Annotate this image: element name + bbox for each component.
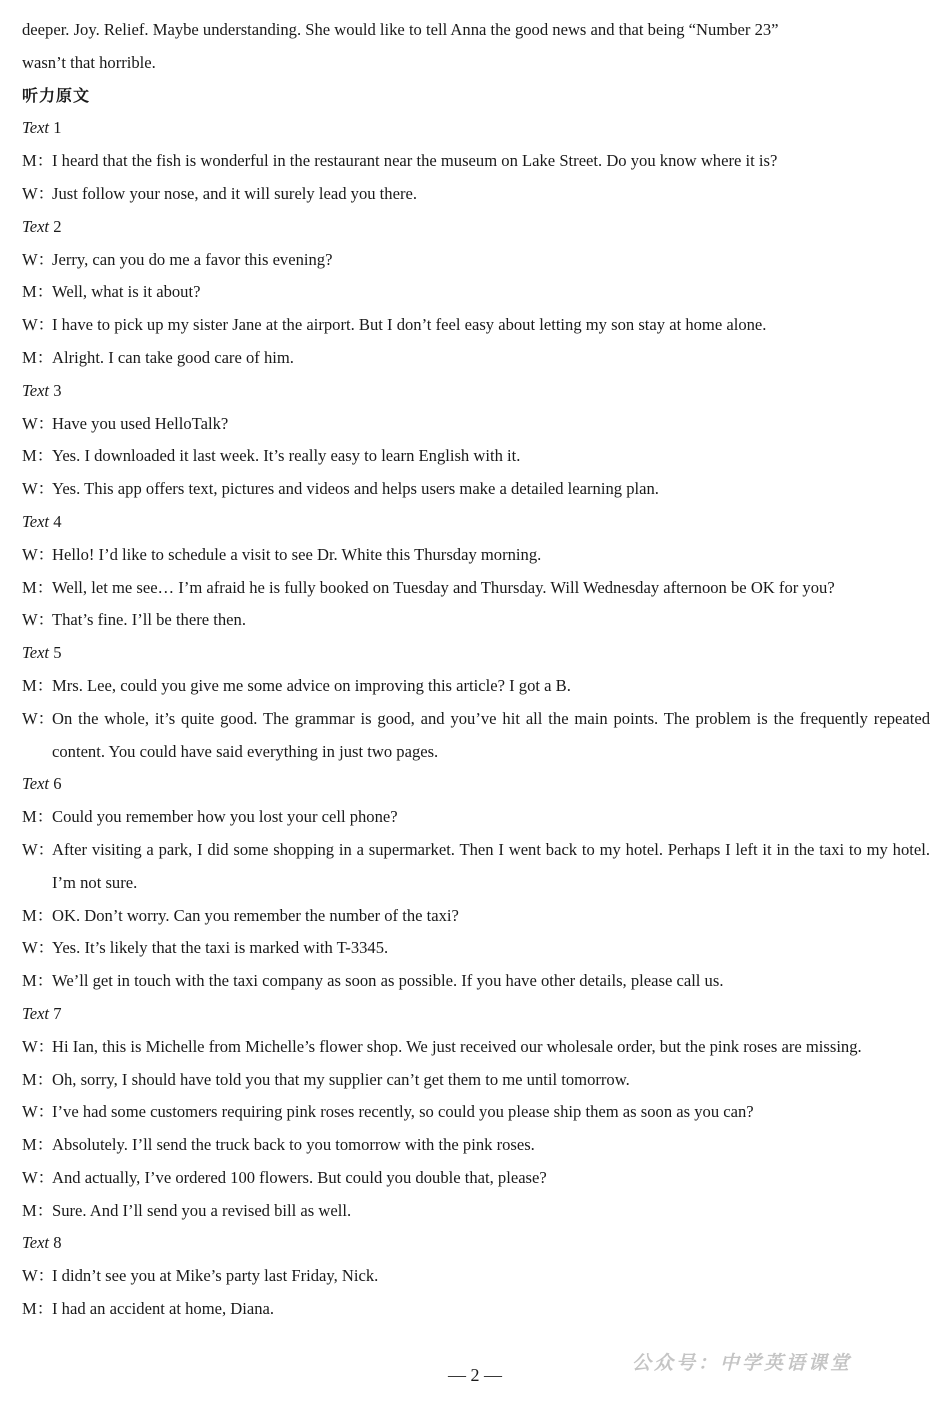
utterance-text: Hi Ian, this is Michelle from Michelle’s flower shop. We just received our wholesale order, but the pink roses are missing. bbox=[52, 1036, 862, 1056]
utterance-text: We’ll get in touch with the taxi company as soon as possible. If you have other details, please call us. bbox=[52, 971, 724, 991]
utterance-text: Jerry, can you do me a favor this evening? bbox=[52, 249, 333, 269]
utterance-text: Yes. I downloaded it last week. It’s really easy to learn English with it. bbox=[52, 446, 521, 466]
speaker-label: M： bbox=[22, 1200, 54, 1220]
speaker-label: M： bbox=[22, 577, 54, 597]
utterance-text: I have to pick up my sister Jane at the airport. But I don’t feel easy about letting my son stay at home alone. bbox=[52, 315, 767, 335]
text-label-number: 3 bbox=[53, 380, 62, 400]
transcript-text-section bbox=[22, 506, 930, 637]
text-label-word: Text bbox=[22, 118, 50, 138]
dialogue-line bbox=[22, 932, 930, 965]
dialogue-line bbox=[22, 900, 930, 933]
watermark: 公众号：中学英语课堂 bbox=[632, 1352, 853, 1374]
dialogue-line bbox=[22, 1162, 930, 1195]
text-label-word: Text bbox=[22, 1003, 50, 1023]
dialogue-line bbox=[22, 244, 930, 277]
dialogue-line bbox=[22, 342, 930, 375]
speaker-label: W： bbox=[22, 183, 55, 203]
transcript-text-section bbox=[22, 375, 930, 506]
speaker-label: M： bbox=[22, 446, 54, 466]
utterance-text: OK. Don’t worry. Can you remember the number of the taxi? bbox=[52, 905, 459, 925]
utterance-text: On the whole, it’s quite good. The grammar is good, and you’ve hit all the main points. The problem is the frequently repeated content. You could have said everything in just two pages. bbox=[52, 708, 930, 761]
section-heading: 听力原文 bbox=[22, 85, 91, 105]
transcript-text-section bbox=[22, 637, 930, 768]
text-label-number: 7 bbox=[53, 1003, 62, 1023]
speaker-label: W： bbox=[22, 544, 55, 564]
utterance-text: I had an accident at home, Diana. bbox=[52, 1299, 275, 1319]
dialogue-line bbox=[22, 440, 930, 473]
utterance-text: Well, let me see… I’m afraid he is fully booked on Tuesday and Thursday. Will Wednesday afternoon be OK for you? bbox=[52, 577, 835, 597]
speaker-label: W： bbox=[22, 938, 55, 958]
utterance-text: Alright. I can take good care of him. bbox=[52, 347, 294, 367]
dialogue-line bbox=[22, 670, 930, 703]
text-label-word: Text bbox=[22, 774, 50, 794]
speaker-label: W： bbox=[22, 708, 55, 728]
speaker-label: M： bbox=[22, 971, 54, 991]
text-label-number: 4 bbox=[53, 511, 62, 531]
text-label bbox=[22, 768, 930, 801]
transcript-text-section bbox=[22, 112, 930, 210]
text-label-word: Text bbox=[22, 511, 50, 531]
dialogue-line bbox=[22, 178, 930, 211]
speaker-label: W： bbox=[22, 1266, 55, 1286]
utterance-text: I didn’t see you at Mike’s party last Friday, Nick. bbox=[52, 1266, 379, 1286]
dialogue-line bbox=[22, 1064, 930, 1097]
speaker-label: M： bbox=[22, 347, 54, 367]
text-label-number: 2 bbox=[53, 216, 62, 236]
text-label bbox=[22, 506, 930, 539]
utterance-text: Yes. This app offers text, pictures and videos and helps users make a detailed learning plan. bbox=[52, 479, 659, 499]
transcript-text-section bbox=[22, 211, 930, 375]
intro-line-2: wasn’t that horrible. bbox=[22, 52, 156, 72]
intro-line-1: deeper. Joy. Relief. Maybe understanding. She would like to tell Anna the good news and that being “Number 23” bbox=[22, 20, 779, 39]
speaker-label: W： bbox=[22, 315, 55, 335]
transcript-text-section bbox=[22, 998, 930, 1228]
dialogue-line bbox=[22, 834, 930, 900]
text-label bbox=[22, 112, 930, 145]
speaker-label: W： bbox=[22, 1167, 55, 1187]
speaker-label: W： bbox=[22, 479, 55, 499]
utterance-text: Sure. And I’ll send you a revised bill as well. bbox=[52, 1200, 352, 1220]
utterance-text: Could you remember how you lost your cell phone? bbox=[52, 807, 398, 827]
text-label bbox=[22, 998, 930, 1031]
text-label-number: 6 bbox=[53, 774, 62, 794]
transcript-text-section bbox=[22, 1227, 930, 1325]
page-number: — 2 — bbox=[448, 1365, 502, 1385]
utterance-text: Absolutely. I’ll send the truck back to you tomorrow with the pink roses. bbox=[52, 1135, 535, 1155]
transcript-text-section bbox=[22, 768, 930, 998]
text-label-word: Text bbox=[22, 1233, 50, 1253]
utterance-text: I’ve had some customers requiring pink roses recently, so could you please ship them as soon as you can? bbox=[52, 1102, 754, 1122]
utterance-text: Hello! I’d like to schedule a visit to see Dr. White this Thursday morning. bbox=[52, 544, 542, 564]
speaker-label: M： bbox=[22, 1135, 54, 1155]
text-label-number: 1 bbox=[53, 118, 62, 138]
dialogue-line bbox=[22, 1195, 930, 1228]
text-label bbox=[22, 1227, 930, 1260]
text-label-number: 5 bbox=[53, 643, 62, 663]
dialogue-line bbox=[22, 965, 930, 998]
utterance-text: And actually, I’ve ordered 100 flowers. But could you double that, please? bbox=[52, 1167, 547, 1187]
dialogue-line bbox=[22, 539, 930, 572]
dialogue-line bbox=[22, 276, 930, 309]
utterance-text: Have you used HelloTalk? bbox=[52, 413, 229, 433]
speaker-label: W： bbox=[22, 1102, 55, 1122]
utterance-text: Oh, sorry, I should have told you that my supplier can’t get them to me until tomorrow. bbox=[52, 1069, 630, 1089]
text-label-number: 8 bbox=[53, 1233, 62, 1253]
text-label bbox=[22, 211, 930, 244]
utterance-text: I heard that the fish is wonderful in the restaurant near the museum on Lake Street. Do you know where it is? bbox=[52, 151, 778, 171]
speaker-label: M： bbox=[22, 807, 54, 827]
speaker-label: M： bbox=[22, 675, 54, 695]
speaker-label: W： bbox=[22, 249, 55, 269]
speaker-label: W： bbox=[22, 610, 55, 630]
dialogue-line bbox=[22, 703, 930, 769]
text-label bbox=[22, 637, 930, 670]
utterance-text: Mrs. Lee, could you give me some advice on improving this article? I got a B. bbox=[52, 675, 571, 695]
dialogue-line bbox=[22, 801, 930, 834]
text-label-word: Text bbox=[22, 216, 50, 236]
dialogue-line bbox=[22, 1031, 930, 1064]
dialogue-line bbox=[22, 1096, 930, 1129]
speaker-label: M： bbox=[22, 282, 54, 302]
speaker-label: W： bbox=[22, 413, 55, 433]
dialogue-line bbox=[22, 309, 930, 342]
utterance-text: Well, what is it about? bbox=[52, 282, 201, 302]
text-label-word: Text bbox=[22, 380, 50, 400]
speaker-label: M： bbox=[22, 1069, 54, 1089]
dialogue-line bbox=[22, 1293, 930, 1326]
utterance-text: Yes. It’s likely that the taxi is marked with T-3345. bbox=[52, 938, 389, 958]
speaker-label: W： bbox=[22, 1036, 55, 1056]
dialogue-line bbox=[22, 145, 930, 178]
document-page bbox=[22, 14, 930, 1326]
dialogue-line bbox=[22, 473, 930, 506]
intro-paragraph bbox=[22, 14, 930, 80]
dialogue-line bbox=[22, 1129, 930, 1162]
speaker-label: M： bbox=[22, 1299, 54, 1319]
speaker-label: M： bbox=[22, 905, 54, 925]
dialogue-line bbox=[22, 1260, 930, 1293]
utterance-text: Just follow your nose, and it will surely lead you there. bbox=[52, 183, 417, 203]
dialogue-line bbox=[22, 604, 930, 637]
dialogue-line bbox=[22, 408, 930, 441]
text-label-word: Text bbox=[22, 643, 50, 663]
transcript-list bbox=[22, 112, 930, 1325]
dialogue-line bbox=[22, 572, 930, 605]
speaker-label: W： bbox=[22, 839, 55, 859]
speaker-label: M： bbox=[22, 151, 54, 171]
utterance-text: That’s fine. I’ll be there then. bbox=[52, 610, 246, 630]
utterance-text: After visiting a park, I did some shopping in a supermarket. Then I went back to my hotel. Perhaps I left it in the taxi to my hotel. I’m not sure. bbox=[52, 839, 930, 892]
text-label bbox=[22, 375, 930, 408]
